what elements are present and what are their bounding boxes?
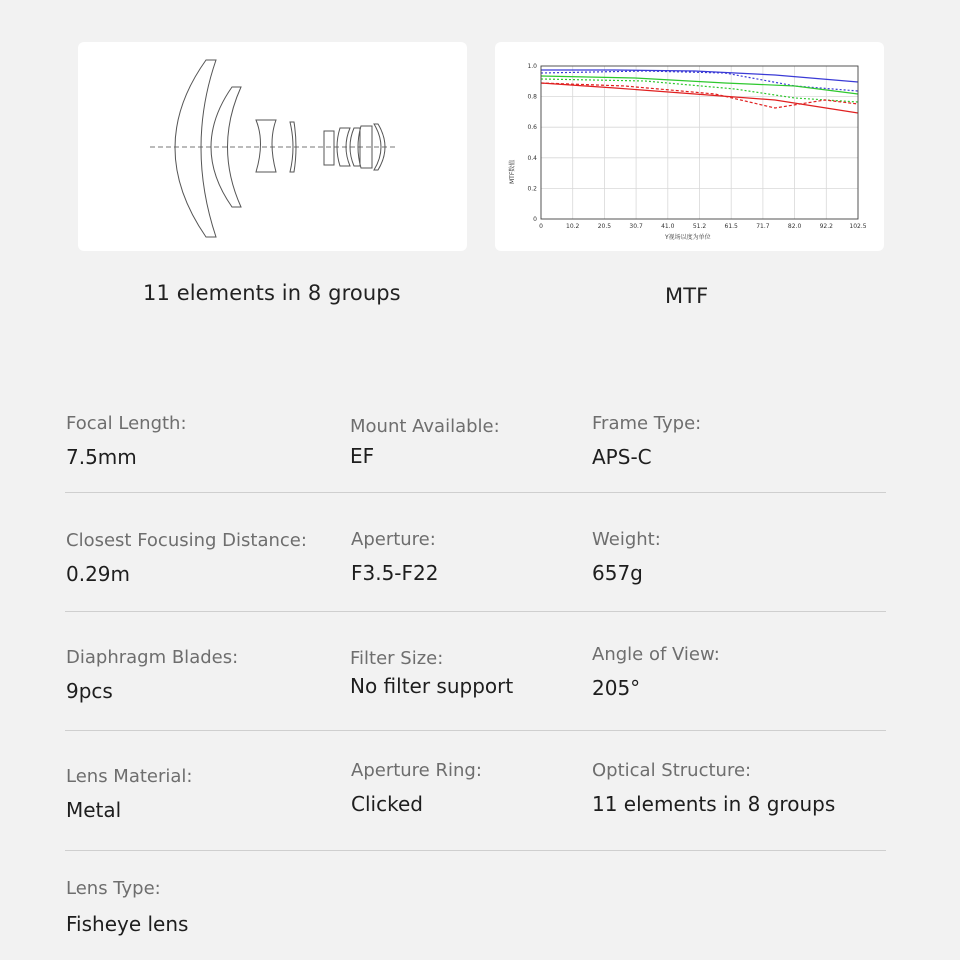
mtf-chart: [495, 42, 884, 251]
mtf-x-tick-label: 61.5: [724, 223, 738, 230]
mtf-x-tick-label: 82.0: [787, 223, 802, 230]
spec-weight: [592, 529, 661, 585]
spec-frame-type: [592, 413, 701, 469]
spec-label: Closest Focusing Distance:: [66, 530, 307, 551]
lens-structure-panel: [78, 42, 467, 251]
spec-label: Mount Available:: [350, 416, 500, 437]
spec-value: APS-C: [592, 445, 652, 469]
spec-label: Focal Length:: [66, 413, 187, 434]
spec-label: Weight:: [592, 529, 661, 550]
spec-value: 657g: [592, 561, 643, 585]
spec-aperture: [351, 529, 438, 585]
spec-mount-available: [350, 416, 500, 468]
spec-label: Angle of View:: [592, 644, 720, 665]
spec-aperture-ring: [351, 760, 482, 816]
mtf-panel: [495, 42, 884, 251]
spec-divider: [65, 850, 886, 851]
spec-value: 11 elements in 8 groups: [592, 792, 836, 816]
spec-lens-material: [66, 766, 192, 822]
mtf-x-tick-label: 41.0: [661, 223, 675, 230]
spec-value: No filter support: [350, 674, 514, 698]
spec-label: Aperture Ring:: [351, 760, 482, 781]
spec-value: Metal: [66, 798, 122, 822]
spec-value: 7.5mm: [66, 445, 137, 469]
spec-label: Aperture:: [351, 529, 436, 550]
spec-label: Frame Type:: [592, 413, 702, 434]
spec-value: F3.5-F22: [351, 561, 439, 585]
spec-label: Lens Type:: [66, 878, 161, 899]
lens-structure-caption: 11 elements in 8 groups: [143, 281, 401, 305]
spec-divider: [65, 611, 886, 612]
mtf-y-tick-label: 0.8: [527, 93, 537, 101]
mtf-x-tick-label: 51.2: [692, 223, 707, 230]
mtf-x-tick-label: 71.7: [756, 223, 770, 230]
mtf-x-tick-label: 20.5: [597, 223, 612, 230]
mtf-y-axis-label: MTF数值: [509, 159, 516, 184]
spec-optical-structure: [592, 760, 835, 816]
mtf-y-tick-label: 0.6: [527, 124, 537, 132]
mtf-x-axis-label: Y视场以度为单位: [665, 234, 711, 241]
mtf-y-tick-label: 0.4: [527, 154, 537, 162]
spec-label: Lens Material:: [66, 766, 193, 787]
spec-label: Filter Size:: [350, 648, 444, 669]
spec-value: 205°: [592, 676, 641, 700]
mtf-y-tick-label: 1.0: [527, 63, 537, 70]
mtf-x-tick-label: 0: [539, 223, 543, 230]
mtf-x-tick-label: 92.2: [819, 223, 833, 230]
spec-focal-length: [66, 413, 187, 469]
spec-value: Clicked: [351, 792, 423, 816]
spec-label: Optical Structure:: [592, 760, 752, 781]
spec-diaphragm-blades: [66, 647, 238, 703]
spec-filter-size: [350, 648, 513, 698]
mtf-x-tick-label: 10.2: [566, 223, 580, 230]
spec-label: Diaphragm Blades:: [66, 647, 239, 668]
spec-lens-type: [66, 878, 188, 936]
mtf-x-tick-label: 30.7: [629, 223, 643, 230]
spec-value: Fisheye lens: [66, 912, 189, 936]
mtf-y-tick-label: 0: [533, 216, 537, 223]
spec-value: 9pcs: [66, 679, 113, 703]
spec-angle-of-view: [592, 644, 720, 700]
spec-closest-focusing-distance: [66, 530, 307, 586]
spec-divider: [65, 730, 886, 731]
spec-divider: [65, 492, 886, 493]
lens-structure-diagram: [78, 42, 467, 251]
mtf-y-tick-label: 0.2: [527, 185, 537, 193]
mtf-caption: MTF: [665, 284, 709, 308]
mtf-x-tick-label: 102.5: [849, 223, 867, 230]
spec-value: 0.29m: [66, 562, 131, 586]
spec-value: EF: [350, 444, 375, 468]
